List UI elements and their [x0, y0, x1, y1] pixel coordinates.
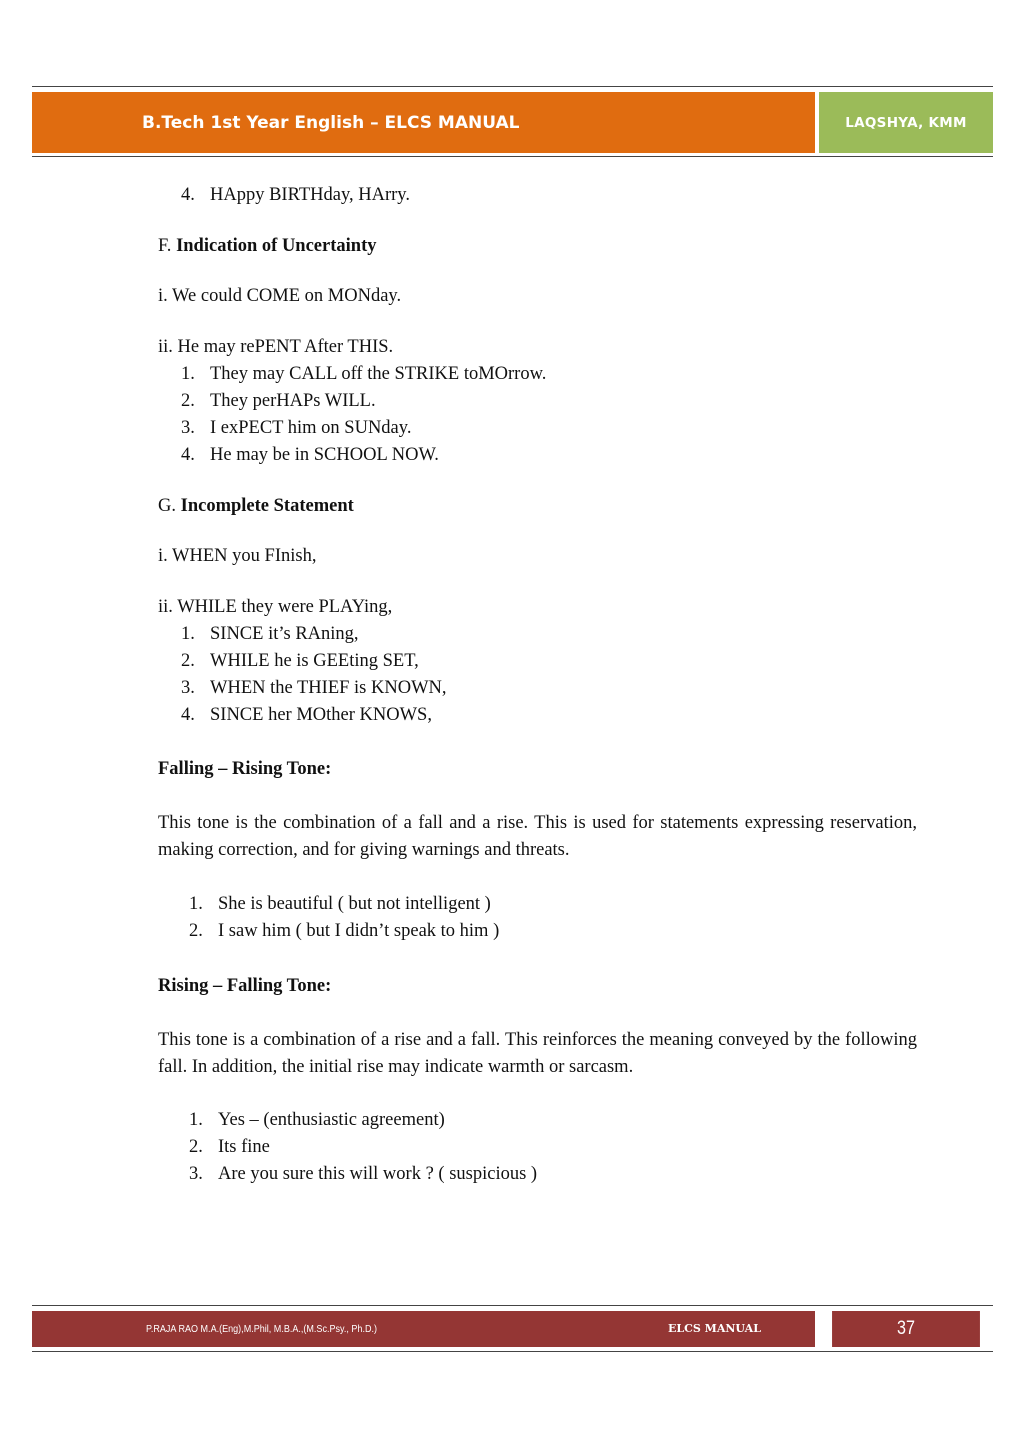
section-g-heading: [158, 496, 354, 517]
header-top-rule: [32, 86, 993, 87]
example-line: i. WHEN you FInish,: [158, 546, 317, 566]
list-item-text: I saw him ( but I didn’t speak to him ): [218, 921, 500, 941]
footer-manual-label: ELCS MANUAL: [668, 1322, 761, 1335]
list-item-number: 4.: [181, 705, 195, 725]
list-item-text: HAppy BIRTHday, HArry.: [210, 185, 410, 205]
list-item-text: Its fine: [218, 1137, 270, 1157]
list-item-text: He may be in SCHOOL NOW.: [210, 445, 439, 465]
list-item-text: WHILE he is GEEting SET,: [210, 651, 419, 671]
list-item-text: They perHAPs WILL.: [210, 391, 376, 411]
section-f-heading: [158, 236, 376, 257]
example-line: ii. WHILE they were PLAYing,: [158, 597, 393, 617]
list-item-number: 4.: [181, 445, 195, 465]
page-number: 37: [832, 1311, 980, 1347]
list-item-text: SINCE it’s RAning,: [210, 624, 359, 644]
section-f-prefix: F.: [158, 236, 172, 256]
header-title: B.Tech 1st Year English – ELCS MANUAL: [142, 112, 520, 133]
section-g-title: Incomplete Statement: [180, 496, 354, 516]
header-side-label: LAQSHYA, KMM: [845, 114, 967, 131]
list-item-text: WHEN the THIEF is KNOWN,: [210, 678, 447, 698]
footer-bottom-rule: [32, 1351, 993, 1352]
falling-rising-heading: Falling – Rising Tone:: [158, 759, 332, 779]
example-line: ii. He may rePENT After THIS.: [158, 337, 394, 357]
falling-rising-paragraph: This tone is the combination of a fall and a rise. This is used for statements expressing reservation, making correction, and for giving warnings and threats.: [158, 813, 917, 860]
header-title-bar: [32, 92, 815, 153]
list-item-number: 1.: [189, 1110, 203, 1130]
list-item-number: 3.: [189, 1164, 203, 1184]
list-item-text: Are you sure this will work ? ( suspicious ): [218, 1164, 538, 1184]
section-g-prefix: G.: [158, 496, 176, 516]
list-item-text: She is beautiful ( but not intelligent ): [218, 894, 491, 914]
rising-falling-heading: Rising – Falling Tone:: [158, 976, 332, 996]
list-item-text: They may CALL off the STRIKE toMOrrow.: [210, 364, 547, 384]
list-item-number: 2.: [181, 651, 195, 671]
list-item-text: I exPECT him on SUNday.: [210, 418, 412, 438]
list-item-number: 3.: [181, 418, 195, 438]
example-line: i. We could COME on MONday.: [158, 286, 402, 306]
header-side-bar: [819, 92, 993, 153]
footer-author: P.RAJA RAO M.A.(Eng),M.Phil, M.B.A.,(M.Sc.Psy., Ph.D.): [146, 1323, 377, 1335]
list-item-number: 1.: [181, 624, 195, 644]
list-item-number: 3.: [181, 678, 195, 698]
footer-top-rule: [32, 1305, 993, 1306]
rising-falling-paragraph: This tone is a combination of a rise and a fall. This reinforces the meaning conveyed by the following fall. In addition, the initial rise may indicate warmth or sarcasm.: [158, 1030, 917, 1077]
section-f-title: Indication of Uncertainty: [176, 236, 377, 256]
list-item-number: 1.: [189, 894, 203, 914]
list-item-text: Yes – (enthusiastic agreement): [218, 1110, 445, 1130]
list-item-number: 2.: [189, 921, 203, 941]
list-item-number: 4.: [181, 185, 195, 205]
list-item-number: 2.: [181, 391, 195, 411]
list-item-number: 1.: [181, 364, 195, 384]
footer-bar: [32, 1311, 815, 1347]
list-item-text: SINCE her MOther KNOWS,: [210, 705, 432, 725]
header-bottom-rule: [32, 156, 993, 157]
list-item-number: 2.: [189, 1137, 203, 1157]
